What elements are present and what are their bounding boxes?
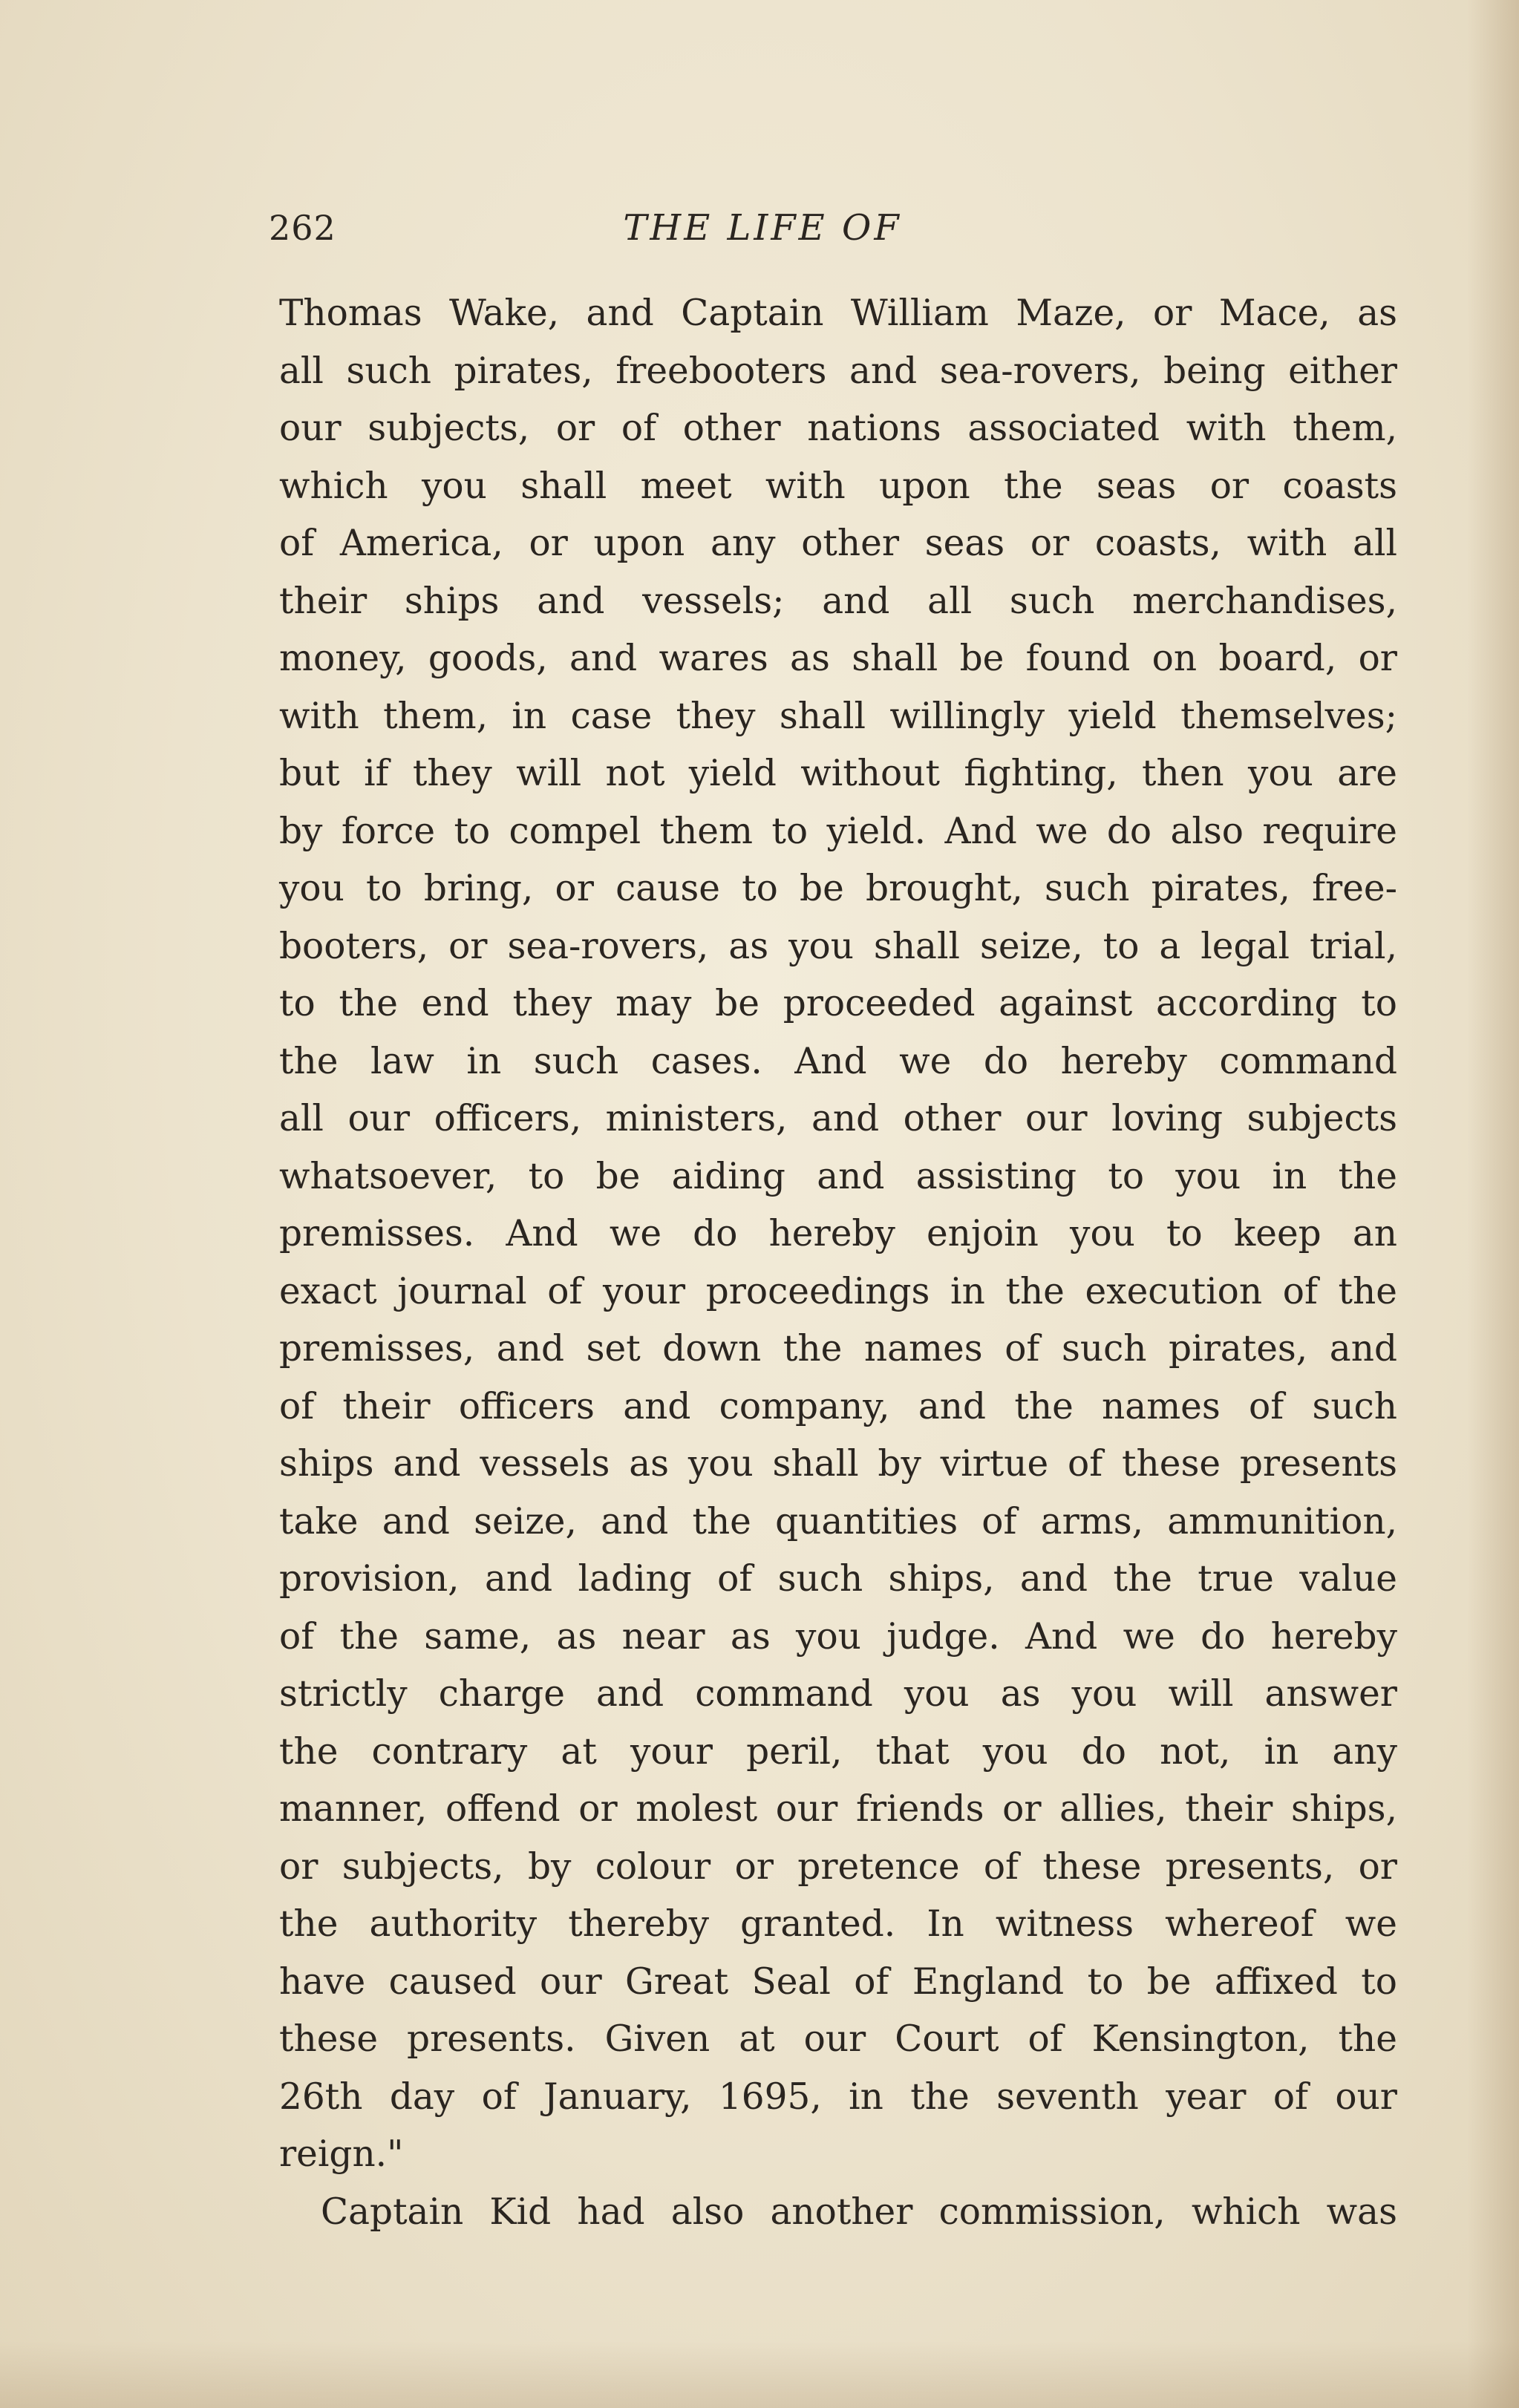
text-line: provision, and lading of such ships, and the true value bbox=[279, 1558, 1397, 1600]
text-line: the authority thereby granted. In witness whereof we bbox=[279, 1903, 1397, 1945]
running-head: THE LIFE OF bbox=[623, 207, 902, 249]
page-number: 262 bbox=[269, 208, 336, 248]
text-line: their ships and vessels; and all such merchandises, bbox=[279, 580, 1397, 622]
paragraph-start-line: Captain Kid had also another commission, which was bbox=[321, 2191, 1397, 2233]
text-line: 26th day of January, 1695, in the seventh year of our bbox=[279, 2075, 1397, 2118]
text-line: to the end they may be proceeded against according to bbox=[279, 983, 1397, 1024]
text-line: you to bring, or cause to be brought, such pirates, free- bbox=[279, 868, 1397, 909]
text-line: reign." bbox=[279, 2133, 404, 2175]
text-line: by force to compel them to yield. And we do also require bbox=[279, 810, 1397, 852]
text-line: of America, or upon any other seas or coasts, with all bbox=[279, 523, 1397, 564]
text-line: take and seize, and the quantities of arms, ammunition, bbox=[279, 1500, 1397, 1542]
text-line: manner, offend or molest our friends or allies, their ships, bbox=[279, 1788, 1397, 1830]
text-line: the contrary at your peril, that you do not, in any bbox=[279, 1730, 1397, 1773]
text-line: all such pirates, freebooters and sea-rovers, being either bbox=[279, 350, 1397, 392]
text-line: whatsoever, to be aiding and assisting to you in the bbox=[279, 1155, 1397, 1197]
text-line: have caused our Great Seal of England to be affixed to bbox=[279, 1960, 1397, 2003]
text-line: premisses. And we do hereby enjoin you to keep an bbox=[279, 1213, 1397, 1254]
text-line: Thomas Wake, and Captain William Maze, or Mace, as bbox=[279, 292, 1397, 334]
text-line: or subjects, by colour or pretence of these presents, or bbox=[279, 1845, 1397, 1888]
text-line: booters, or sea-rovers, as you shall seize, to a legal trial, bbox=[279, 925, 1397, 967]
text-line: our subjects, or of other nations associated with them, bbox=[279, 408, 1397, 449]
body-text bbox=[279, 285, 1397, 2241]
text-line: the law in such cases. And we do hereby command bbox=[279, 1040, 1397, 1082]
text-line: ships and vessels as you shall by virtue of these presents bbox=[279, 1443, 1397, 1485]
text-line: all our officers, ministers, and other our loving subjects bbox=[279, 1098, 1397, 1139]
text-line: of the same, as near as you judge. And we do hereby bbox=[279, 1615, 1397, 1658]
page-header bbox=[269, 202, 1397, 254]
text-line: exact journal of your proceedings in the execution of the bbox=[279, 1270, 1397, 1312]
text-line: with them, in case they shall willingly yield themselves; bbox=[279, 695, 1397, 737]
text-line: which you shall meet with upon the seas or coasts bbox=[279, 465, 1397, 507]
text-line: money, goods, and wares as shall be found on board, or bbox=[279, 638, 1397, 679]
text-line: but if they will not yield without fighting, then you are bbox=[279, 753, 1397, 794]
page-edge-shadow bbox=[1467, 0, 1519, 2408]
text-line: these presents. Given at our Court of Kensington, the bbox=[279, 2018, 1397, 2060]
text-line: strictly charge and command you as you will answer bbox=[279, 1673, 1397, 1715]
text-line: of their officers and company, and the names of such bbox=[279, 1385, 1397, 1427]
page-bottom-shadow bbox=[0, 2341, 1519, 2408]
text-line: premisses, and set down the names of such pirates, and bbox=[279, 1328, 1397, 1370]
